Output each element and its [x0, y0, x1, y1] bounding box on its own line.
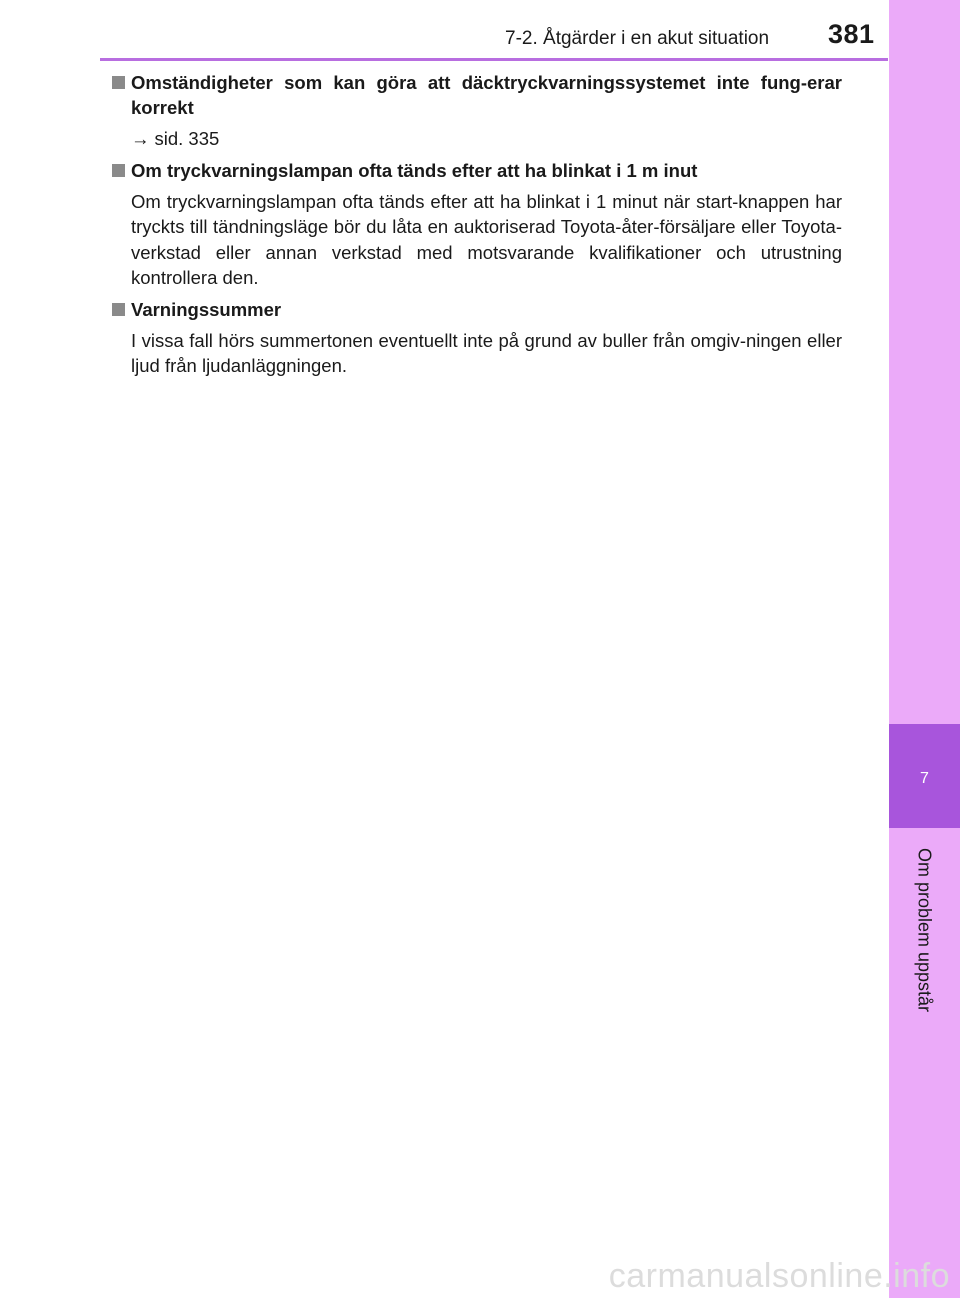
square-bullet-icon: [112, 76, 125, 89]
list-item: [110, 297, 842, 379]
item-heading: [110, 70, 842, 120]
list-item: [110, 70, 842, 152]
item-heading-text: Omständigheter som kan göra att däcktryckvarningssystemet inte fung-erar korrekt: [131, 72, 842, 118]
square-bullet-icon: [112, 303, 125, 316]
item-body: Om tryckvarningslampan ofta tänds efter att ha blinkat i 1 minut när start-knappen har tryckts till tändningsläge bör du låta en auktoriserad Toyota-åter-försäljare eller Toyota-verkstad eller annan verkstad med motsvarande kvalifikationer och utrustning kontrollera den.: [131, 190, 842, 288]
chapter-number: 7: [920, 770, 929, 787]
page-reference[interactable]: [110, 126, 842, 152]
list-item: [110, 158, 842, 291]
header-rule: [100, 58, 888, 61]
square-bullet-icon: [112, 164, 125, 177]
item-heading-text: Varningssummer: [131, 298, 282, 320]
item-heading: [110, 297, 842, 322]
arrow-right-icon: →: [131, 128, 150, 149]
chapter-title: Om problem uppstår: [914, 847, 935, 1013]
item-heading-text: Om tryckvarningslampan ofta tänds efter att ha blinkat i 1 m inut: [131, 159, 698, 181]
section-title: 7-2. Åtgärder i en akut situation: [505, 28, 770, 49]
page-number: 381: [828, 19, 875, 49]
side-tab: [889, 0, 960, 1298]
page-reference-text: sid. 335: [154, 128, 220, 149]
watermark: carmanualsonline.info: [608, 1257, 950, 1295]
item-heading: [110, 158, 842, 183]
page-content: [110, 70, 842, 385]
item-body: I vissa fall hörs summertonen eventuellt inte på grund av buller från omgiv-ningen eller ljud från ljudanläggningen.: [131, 329, 842, 376]
